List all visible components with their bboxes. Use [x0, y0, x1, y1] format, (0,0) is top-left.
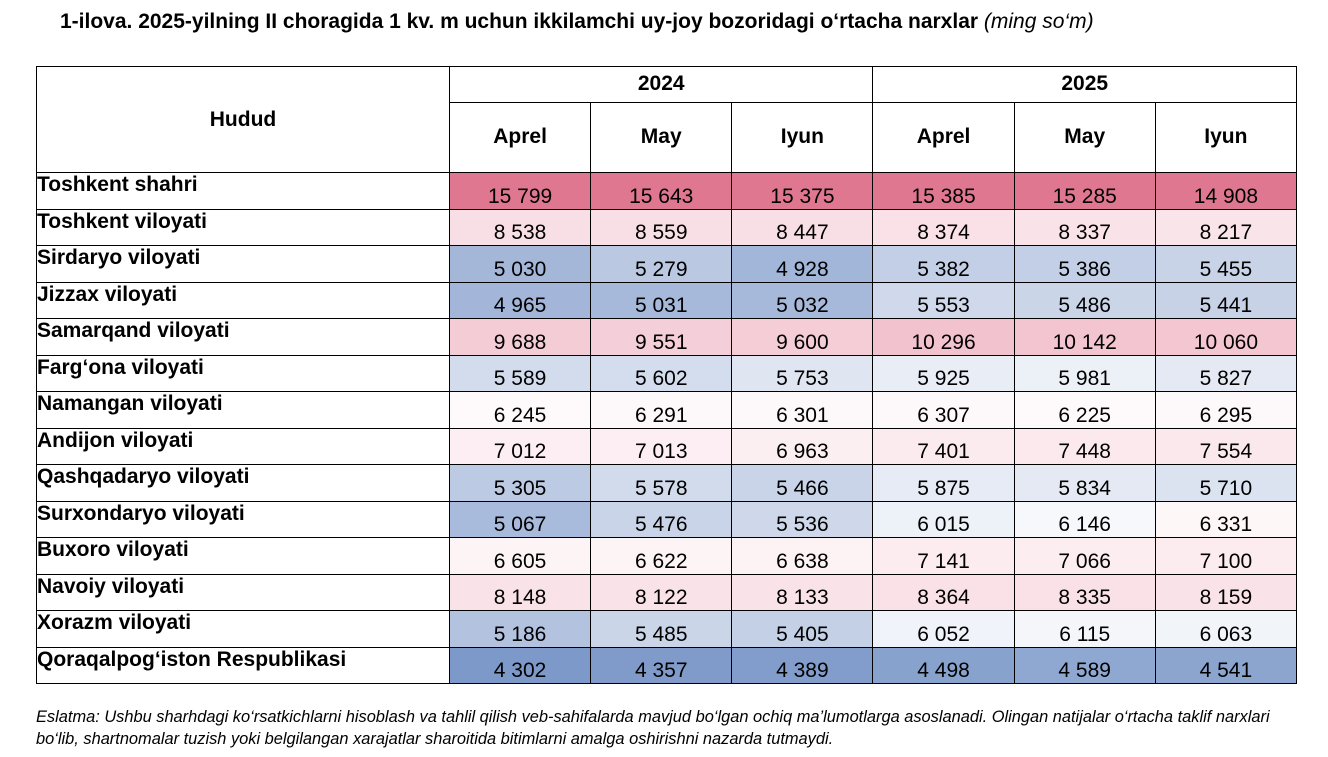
table-row [37, 282, 1297, 319]
price-cell: 5 305 [450, 465, 591, 502]
table-row [37, 209, 1297, 246]
price-cell: 15 799 [450, 173, 591, 210]
header-row-years [37, 67, 1297, 103]
region-name: Samarqand viloyati [37, 319, 450, 356]
price-cell: 5 753 [732, 355, 873, 392]
price-cell: 5 386 [1014, 246, 1155, 283]
region-name: Toshkent viloyati [37, 209, 450, 246]
price-cell: 5 925 [873, 355, 1014, 392]
price-cell: 5 382 [873, 246, 1014, 283]
price-cell: 4 589 [1014, 647, 1155, 684]
price-table [36, 66, 1297, 684]
price-cell: 8 122 [591, 574, 732, 611]
table-body [37, 173, 1297, 684]
price-cell: 8 335 [1014, 574, 1155, 611]
table-row [37, 647, 1297, 684]
price-cell: 4 357 [591, 647, 732, 684]
price-cell: 6 291 [591, 392, 732, 429]
price-cell: 4 965 [450, 282, 591, 319]
region-column-header: Hudud [37, 67, 450, 173]
price-cell: 7 141 [873, 538, 1014, 575]
region-name: Navoiy viloyati [37, 574, 450, 611]
price-cell: 5 067 [450, 501, 591, 538]
price-cell: 15 385 [873, 173, 1014, 210]
price-cell: 8 374 [873, 209, 1014, 246]
price-cell: 7 448 [1014, 428, 1155, 465]
price-cell: 10 142 [1014, 319, 1155, 356]
title-unit: (ming so‘m) [983, 10, 1094, 33]
price-cell: 7 012 [450, 428, 591, 465]
table-header [37, 67, 1297, 173]
price-cell: 4 928 [732, 246, 873, 283]
price-cell: 6 638 [732, 538, 873, 575]
price-cell: 9 551 [591, 319, 732, 356]
month-header: May [1014, 102, 1155, 172]
price-cell: 8 133 [732, 574, 873, 611]
month-header: May [591, 102, 732, 172]
price-cell: 5 030 [450, 246, 591, 283]
region-name: Jizzax viloyati [37, 282, 450, 319]
price-cell: 5 405 [732, 611, 873, 648]
footnote: Eslatma: Ushbu sharhdagi ko‘rsatkichlarni hisoblash va tahlil qilish veb-sahifalarda mavjud bo‘lgan ochiq ma’lumotlarga asoslanadi. Olingan natijalar o‘rtacha taklif narxlari bo‘lib, shartnomalar tuzish yoki belgilangan xarajatlar sharoitida bitimlarni amalga oshirishni nazarda tutmaydi. [36, 708, 1270, 748]
price-cell: 4 498 [873, 647, 1014, 684]
table-row [37, 538, 1297, 575]
region-name: Surxondaryo viloyati [37, 501, 450, 538]
region-name: Namangan viloyati [37, 392, 450, 429]
price-cell: 7 401 [873, 428, 1014, 465]
price-cell: 5 485 [591, 611, 732, 648]
price-cell: 8 538 [450, 209, 591, 246]
price-cell: 8 447 [732, 209, 873, 246]
price-cell: 8 559 [591, 209, 732, 246]
price-cell: 6 052 [873, 611, 1014, 648]
page-title [60, 10, 1094, 34]
table-row [37, 319, 1297, 356]
price-cell: 9 688 [450, 319, 591, 356]
price-cell: 6 963 [732, 428, 873, 465]
table-row [37, 574, 1297, 611]
price-cell: 8 337 [1014, 209, 1155, 246]
price-cell: 14 908 [1155, 173, 1296, 210]
price-cell: 5 279 [591, 246, 732, 283]
price-cell: 10 060 [1155, 319, 1296, 356]
price-cell: 10 296 [873, 319, 1014, 356]
table-row [37, 428, 1297, 465]
price-cell: 5 186 [450, 611, 591, 648]
region-name: Buxoro viloyati [37, 538, 450, 575]
year-header-2025: 2025 [873, 67, 1297, 103]
price-cell: 5 578 [591, 465, 732, 502]
price-cell: 5 476 [591, 501, 732, 538]
price-cell: 8 159 [1155, 574, 1296, 611]
price-cell: 5 875 [873, 465, 1014, 502]
price-cell: 7 100 [1155, 538, 1296, 575]
price-cell: 5 553 [873, 282, 1014, 319]
price-cell: 5 834 [1014, 465, 1155, 502]
price-cell: 15 643 [591, 173, 732, 210]
price-cell: 6 622 [591, 538, 732, 575]
price-cell: 6 115 [1014, 611, 1155, 648]
price-cell: 8 148 [450, 574, 591, 611]
price-cell: 6 295 [1155, 392, 1296, 429]
price-cell: 8 364 [873, 574, 1014, 611]
price-cell: 6 307 [873, 392, 1014, 429]
table-row [37, 392, 1297, 429]
price-cell: 4 389 [732, 647, 873, 684]
price-cell: 6 146 [1014, 501, 1155, 538]
table-row [37, 355, 1297, 392]
region-name: Qashqadaryo viloyati [37, 465, 450, 502]
region-name: Farg‘ona viloyati [37, 355, 450, 392]
price-cell: 7 066 [1014, 538, 1155, 575]
price-cell: 5 466 [732, 465, 873, 502]
month-header: Iyun [1155, 102, 1296, 172]
table-row [37, 246, 1297, 283]
month-header: Iyun [732, 102, 873, 172]
table-row [37, 611, 1297, 648]
table-row [37, 501, 1297, 538]
price-cell: 5 602 [591, 355, 732, 392]
price-cell: 5 589 [450, 355, 591, 392]
region-name: Andijon viloyati [37, 428, 450, 465]
price-cell: 6 331 [1155, 501, 1296, 538]
price-cell: 5 981 [1014, 355, 1155, 392]
price-cell: 5 032 [732, 282, 873, 319]
price-cell: 6 605 [450, 538, 591, 575]
month-header: Aprel [873, 102, 1014, 172]
price-cell: 5 536 [732, 501, 873, 538]
price-cell: 5 455 [1155, 246, 1296, 283]
region-name: Xorazm viloyati [37, 611, 450, 648]
price-cell: 4 541 [1155, 647, 1296, 684]
price-cell: 5 710 [1155, 465, 1296, 502]
price-cell: 5 486 [1014, 282, 1155, 319]
price-cell: 5 827 [1155, 355, 1296, 392]
price-cell: 7 554 [1155, 428, 1296, 465]
price-cell: 15 285 [1014, 173, 1155, 210]
price-cell: 5 441 [1155, 282, 1296, 319]
price-cell: 15 375 [732, 173, 873, 210]
price-cell: 7 013 [591, 428, 732, 465]
table-row [37, 173, 1297, 210]
price-cell: 4 302 [450, 647, 591, 684]
month-header: Aprel [450, 102, 591, 172]
price-cell: 6 301 [732, 392, 873, 429]
price-cell: 6 063 [1155, 611, 1296, 648]
region-name: Sirdaryo viloyati [37, 246, 450, 283]
region-name: Toshkent shahri [37, 173, 450, 210]
region-name: Qoraqalpog‘iston Respublikasi [37, 647, 450, 684]
price-cell: 5 031 [591, 282, 732, 319]
year-header-2024: 2024 [450, 67, 873, 103]
title-main: 1-ilova. 2025-yilning II choragida 1 kv. m uchun ikkilamchi uy-joy bozoridagi o‘rtacha narxlar [60, 10, 979, 33]
price-cell: 6 225 [1014, 392, 1155, 429]
price-cell: 6 245 [450, 392, 591, 429]
price-cell: 6 015 [873, 501, 1014, 538]
price-cell: 9 600 [732, 319, 873, 356]
price-cell: 8 217 [1155, 209, 1296, 246]
table-row [37, 465, 1297, 502]
